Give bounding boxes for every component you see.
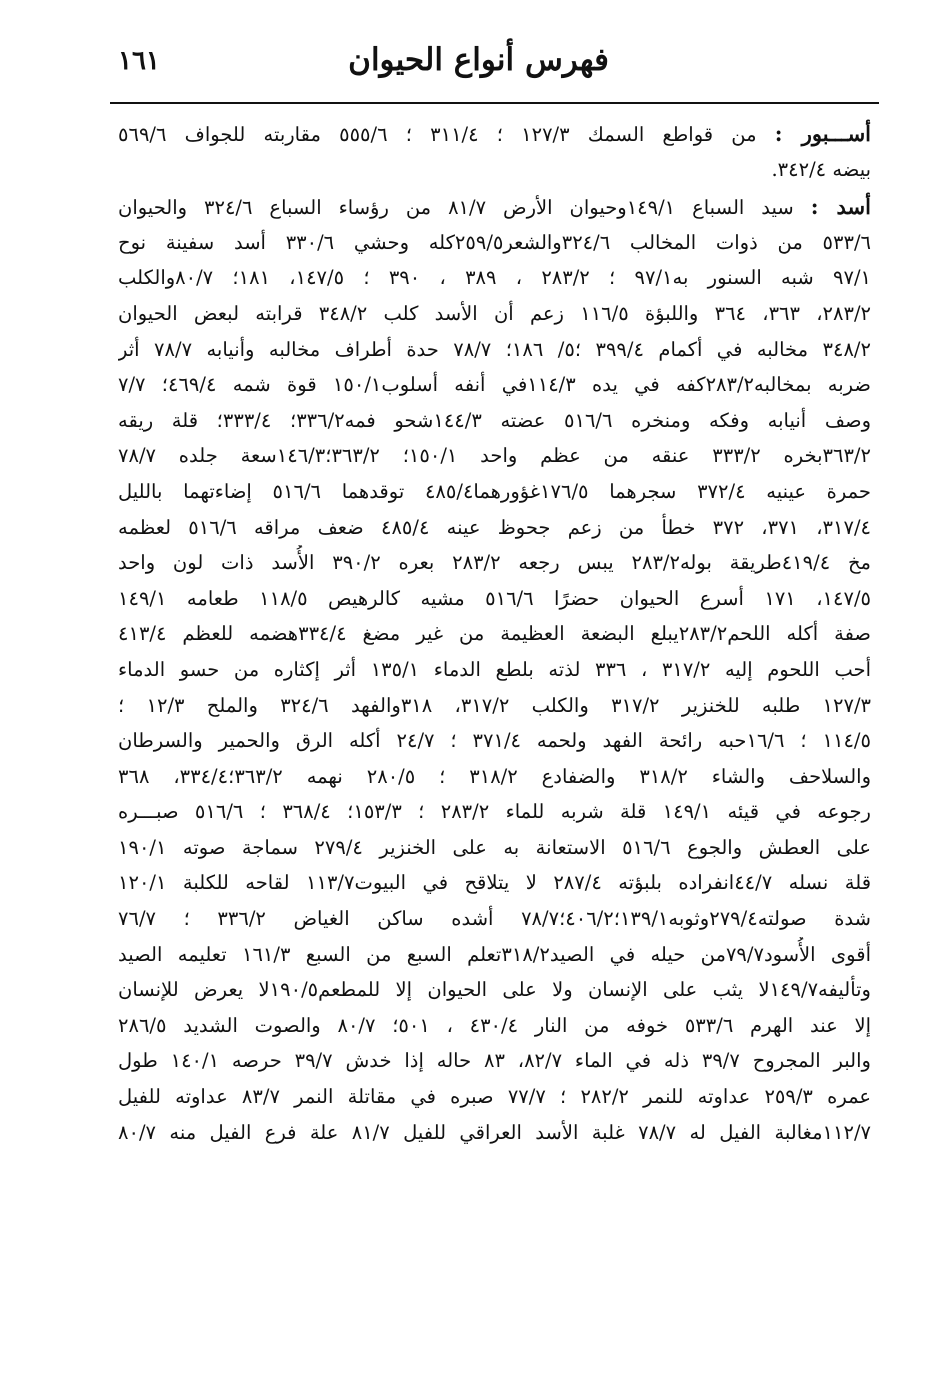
entry-text: سيد السباع ١٤٩/١وحيوان الأرض ٨١/٧ من رؤساء السباع ٣٢٤/٦ والحيوان: [118, 196, 794, 220]
entry-line: [118, 901, 871, 937]
entry-text: ٩٧/١ شبه السنور به٩٧/١ ؛ ٢٨٣/٢ ، ٣٨٩ ، ٣٩٠ ؛ ١٤٧/٥، ١٨١؛ ٨٠/٧والكلب: [118, 266, 871, 290]
entry-line: [118, 616, 871, 652]
entry-line: [118, 296, 871, 332]
entry-line: [118, 652, 871, 688]
entry-line: [118, 403, 871, 439]
entry-text: إلا عند الهرم ٥٣٣/٦ خوفه من النار ٤٣٠/٤ ، ٥٠١؛ ٨٠/٧ والصوت الشديد ٢٨٦/٥: [118, 1013, 871, 1037]
entry-text: وتأليفه١٤٩/٧لا يثب على الإنسان ولا على الحيوان إلا للمطعم١٩٠/٥لا يعرض للإنسان: [118, 978, 871, 1002]
entry-text: ٥٣٣/٦ من ذوات المخالب ٣٢٤/٦والشعر٢٥٩/٥كله وحشي ٣٣٠/٦ أسد سفينة نوح: [118, 230, 871, 254]
entry-line: [118, 1008, 871, 1044]
entry-line: [118, 1079, 871, 1115]
page-header: [110, 36, 879, 98]
entry-line: [118, 474, 871, 510]
entry-line: [118, 260, 871, 296]
entry-text: أقوى الأُسود٧٩/٧من حيله في الصيد٣١٨/٢تعلم السبع من السبع ١٦١/٣ تعليمه الصيد: [118, 942, 871, 966]
page-title: فهرس أنواع الحيوان: [348, 42, 609, 78]
page-number: ١٦١: [118, 46, 160, 76]
entry-text: قلة نسله ٤٤/٧انفراده بلبؤته ٢٨٧/٤ لا يتلاقح في البيوت١١٣/٧ لقاحه للكلبة ١٢٠/١: [118, 871, 871, 895]
entry-text: بيضه ٣٤٢/٤.: [771, 157, 871, 181]
entry-line: [118, 937, 871, 973]
entry-line: [118, 581, 871, 617]
entry-line: [118, 688, 871, 724]
entry-text: ضربه بمخالبه٢٨٣/٢كفه في يده ١١٤/٣في أنفه أسلوب١٥٠/١ قوة شمه ٤٦٩/٤؛ ٧/٧: [118, 373, 871, 397]
entry-text: والبر المجروح ٣٩/٧ ذله في الماء ٨٢/٧، ٨٣ حاله إذا خدش ٣٩/٧ حرصه ١٤٠/١ طول: [118, 1049, 871, 1073]
entry-line: [118, 545, 871, 581]
entry-text: رجوعه في قيئه ١٤٩/١ قلة شربه للماء ٢٨٣/٢ ؛ ١٥٣/٣؛ ٣٦٨/٤ ؛ ٥١٦/٦ صبـــره: [118, 800, 871, 824]
entry-line: [118, 438, 871, 474]
entry-text: ٢٨٣/٢، ٣٦٣، ٣٦٤ واللبؤة ١١٦/٥ زعم أن الأسد كلب ٣٤٨/٢ قرابته لبعض الحيوان: [118, 301, 871, 325]
entry-text: ١٢٧/٣ طلبه للخنزير ٣١٧/٢ والكلب ٣١٧/٢، ٣١٨والفهد ٣٢٤/٦ والملح ١٢/٣ ؛: [118, 693, 871, 717]
entry-text: ١١٢/٧مغالبة الفيل له ٧٨/٧ غلبة الأسد العراقي للفيل ٨١/٧ علة فرع الفيل منه ٨٠/٧: [118, 1120, 871, 1144]
entry-line: [118, 1043, 871, 1079]
entry-line: [118, 152, 871, 188]
entry-line: [118, 759, 871, 795]
entry-line: [118, 332, 871, 368]
entry-text: ١٤٧/٥، ١٧١ أسرع الحيوان حضرًا ٥١٦/٦ مشيه كالرهيص ١١٨/٥ طعامه ١٤٩/١: [118, 586, 871, 610]
entry-line: [118, 865, 871, 901]
index-body: [118, 116, 871, 1150]
entry-text: ٣٦٣/٢بخره ٣٣٣/٢ عنقه من عظم واحد ١٥٠/١؛ ٣٦٣/٢؛١٤٦/٣سعة جلده ٧٨/٧: [118, 444, 871, 468]
entry-line: [118, 972, 871, 1008]
header-rule: [110, 102, 879, 104]
entry-text: ٣١٧/٤، ٣٧١، ٣٧٢ خطأ من زعم جحوظ عينه ٤٨٥/٤ ضعف مراقه ٥١٦/٦ لعظمه: [118, 515, 871, 539]
entry-text: مخ ٤١٩/٤طريقة بوله٢٨٣/٢ يبس رجعه ٢٨٣/٢ بعره ٣٩٠/٢ الأُسد ذات لون واحد: [118, 551, 871, 575]
entry-text: صفة أكله اللحم٢٨٣/٢يبلع البضعة العظيمة من غير مضغ ٣٣٤/٤هضمه للعظم ٤١٣/٤: [118, 622, 871, 646]
entry-line: [118, 1115, 871, 1151]
entry-text: ١١٤/٥ ؛ ١٦/٦حبه رائحة الفهد ولحمه ٣٧١/٤ ؛ ٢٤/٧ أكله الرق والحمير والسرطان: [118, 729, 871, 753]
entry-text: شدة صولته٢٧٩/٤وثوبه١٣٩/١؛٤٠٦/٢؛٧٨/٧ أشده ساكن الغياض ٣٣٦/٢ ؛ ٧٦/٧: [118, 907, 871, 931]
entry-text: حمرة عينيه ٣٧٢/٤ سجرهما ١٧٦/٥غؤورهما٤٨٥/٤ توقدهما ٥١٦/٦ إضاءتهما بالليل: [118, 479, 871, 503]
entry-text: عمره ٢٥٩/٣ عداوته للنمر ٢٨٢/٢ ؛ ٧٧/٧ صبره في مقاتلة النمر ٨٣/٧ عداوته للفيل: [118, 1085, 871, 1109]
entry-text: أحب اللحوم إليه ٣١٧/٢ ، ٣٣٦ لذته بلطع الدماء ١٣٥/١ أثر إكثاره من حسو الدماء: [118, 657, 871, 681]
entry-line: [118, 116, 871, 152]
entry-line: [118, 510, 871, 546]
entry-text: ٣٤٨/٢ مخالبه في أكمام ٣٩٩/٤ ؛٥/ ١٨٦؛ ٧٨/٧ حدة أطراف مخالبه وأنيابه ٧٨/٧ أثر: [118, 337, 871, 361]
entry-text: على العطش والجوع ٥١٦/٦ الاستعانة به على الخنزير ٢٧٩/٤ سماجة صوته ١٩٠/١: [118, 835, 871, 859]
entry-term: أســـبور :: [774, 121, 871, 146]
entry-line: [118, 367, 871, 403]
entry-line: [118, 723, 871, 759]
entry-line: [118, 225, 871, 261]
entry-text: وصف أنيابه وفكه ومنخره ٥١٦/٦ عضته ١٤٤/٣شحو فمه٣٣٦/٢؛ ٣٣٣/٤؛ قلة ريقه: [118, 408, 871, 432]
entry-text: من قواطع السمك ١٢٧/٣ ؛ ٣١١/٤ ؛ ٥٥٥/٦ مقاربته للجواف ٥٦٩/٦: [118, 123, 757, 146]
entry-line: [118, 794, 871, 830]
entry-text: والسلاحف والشاء ٣١٨/٢ والضفادع ٣١٨/٢ ؛ ٢٨٠/٥ نهمه ٣٦٣/٢؛٣٣٤/٤، ٣٦٨: [118, 764, 871, 788]
entry-line: [118, 830, 871, 866]
entry-term: أسد :: [810, 194, 871, 220]
entry-line: [118, 189, 871, 225]
